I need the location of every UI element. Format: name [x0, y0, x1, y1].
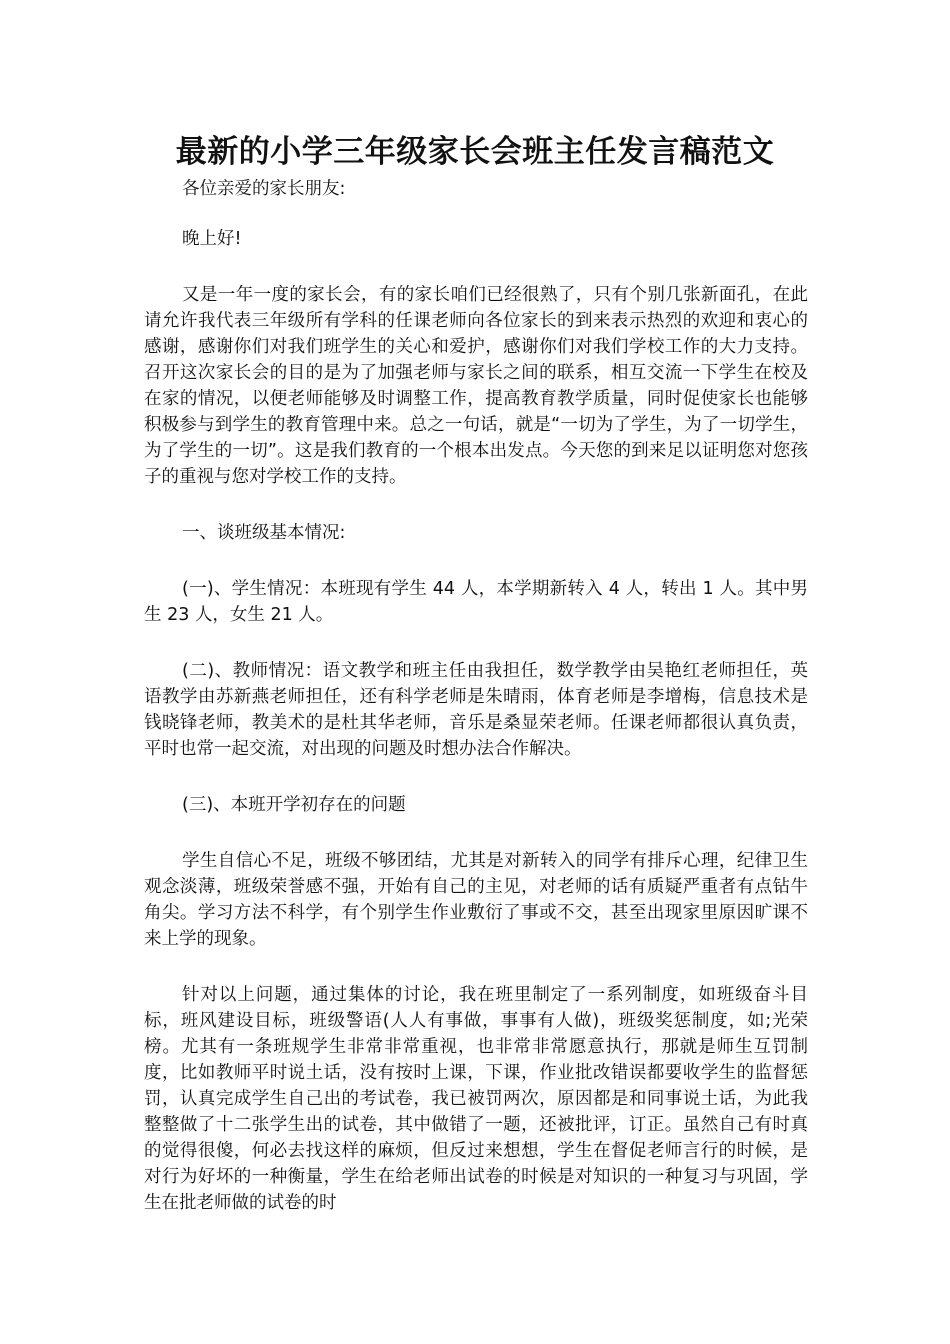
document-body — [144, 176, 808, 1246]
problems-paragraph: 学生自信心不足，班级不够团结，尤其是对新转入的同学有排斥心理，纪律卫生观念淡薄，班级荣誉感不强，开始有自己的主见，对老师的话有质疑严重者有点钻牛角尖。学习方法不科学，有个别学生作业敷衍了事或不交，甚至出现家里原因旷课不来上学的现象。 — [144, 851, 808, 949]
teachers-paragraph: (二)、教师情况：语文教学和班主任由我担任，数学教学由吴艳红老师担任，英语教学由苏新燕老师担任，还有科学老师是朱晴雨，体育老师是李增梅，信息技术是钱晓锋老师，教美术的是杜其华老师，音乐是桑显荣老师。任课老师都很认真负责，平时也常一起交流，对出现的问题及时想办法合作解决。 — [144, 661, 808, 759]
document-title: 最新的小学三年级家长会班主任发言稿范文 — [175, 134, 775, 170]
intro-paragraph: 又是一年一度的家长会，有的家长咱们已经很熟了，只有个别几张新面孔，在此请允许我代表三年级所有学科的任课老师向各位家长的到来表示热烈的欢迎和衷心的感谢，感谢你们对我们班学生的关心和爱护，感谢你们对我们学校工作的大力支持。召开这次家长会的目的是为了加强老师与家长之间的联系，相互交流一下学生在校及在家的情况，以便老师能够及时调整工作，提高教育教学质量，同时促使家长也能够积极参与到学生的教育管理中来。总之一句话，就是“一切为了学生，为了一切学生，为了学生的一切”。这是我们教育的一个根本出发点。今天您的到来足以证明您对您孩子的重视与您对学校工作的支持。 — [144, 285, 808, 487]
measures-paragraph: 针对以上问题，通过集体的讨论，我在班里制定了一系列制度，如班级奋斗目标，班风建设目标，班级警语(人人有事做，事事有人做)，班级奖惩制度，如;光荣榜。尤其有一条班规学生非常非常重视，也非常非常愿意执行，那就是师生互罚制度，比如教师平时说土话，没有按时上课，下课，作业批改错误都要收学生的监督惩罚，认真完成学生自己出的考试卷，我已被罚两次，原因都是和同事说土话，为此我整整做了十二张学生出的试卷，其中做错了一题，还被批评，订正。虽然自己有时真的觉得很傻，何必去找这样的麻烦，但反过来想想，学生在督促老师言行的时候，是对行为好坏的一种衡量，学生在给老师出试卷的时候是对知识的一种复习与巩固，学生在批老师做的试卷的时 — [144, 985, 808, 1213]
greeting-paragraph: 各位亲爱的家长朋友: — [182, 179, 346, 199]
section-heading: 一、谈班级基本情况: — [182, 523, 346, 543]
salutation-paragraph: 晚上好! — [182, 229, 242, 249]
students-paragraph: (一)、学生情况：本班现有学生 44 人，本学期新转入 4 人，转出 1 人。其中男生 23 人，女生 21 人。 — [144, 579, 808, 625]
subsection-heading: (三)、本班开学初存在的问题 — [182, 795, 406, 815]
